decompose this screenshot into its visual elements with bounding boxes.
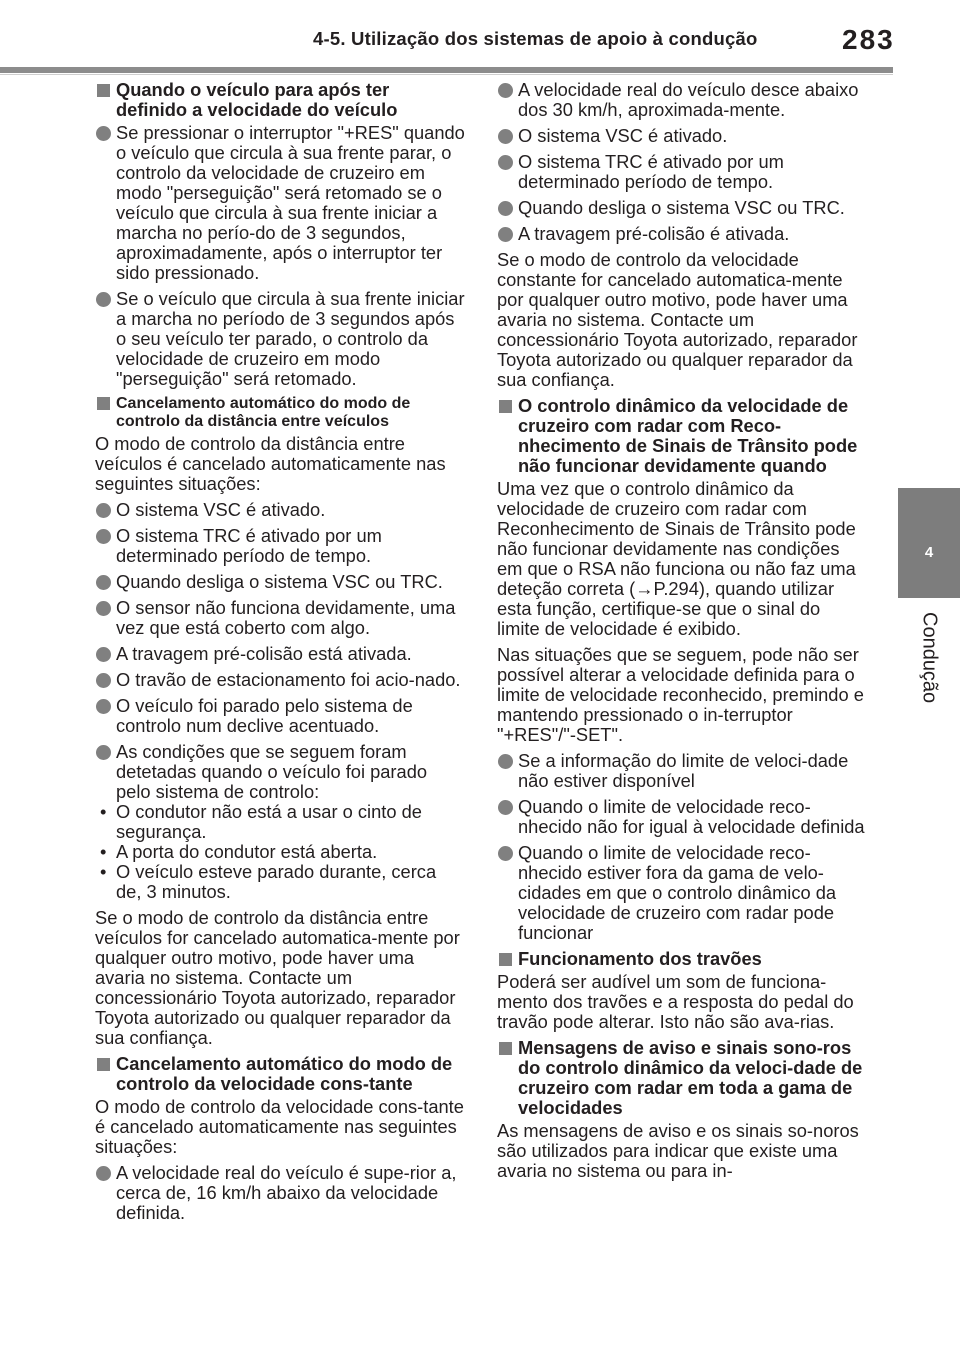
list-item — [497, 152, 867, 192]
dot-marker: • — [100, 861, 107, 882]
sub-list-item-text: O condutor não está a usar o cinto de segurança. — [116, 801, 422, 842]
header-divider — [0, 67, 893, 73]
round-bullet-icon — [96, 503, 111, 518]
list-item-text: A travagem pré-colisão é ativada. — [518, 223, 790, 244]
chapter-tab-number: 4 — [898, 488, 960, 598]
round-bullet-icon — [96, 601, 111, 616]
sub-list-item-text: O veículo esteve parado durante, cerca de, 3 minutos. — [116, 861, 437, 902]
list-item — [497, 751, 867, 791]
round-bullet-icon — [96, 529, 111, 544]
header-divider-thin — [0, 74, 893, 75]
paragraph: O modo de controlo da distância entre veículos é cancelado automaticamente nas seguintes situações: — [95, 433, 446, 494]
round-bullet-icon — [96, 647, 111, 662]
sub-list-item — [95, 842, 465, 862]
list-item-text: O sensor não funciona devidamente, uma vez que está coberto com algo. — [116, 597, 456, 638]
list-item-text: Quando o limite de velocidade reco-nhecido estiver fora da gama de velo-cidades em que o controlo dinâmico da velocidade de cruzeiro com radar pode funcionar — [518, 842, 837, 943]
square-bullet-icon — [97, 1058, 110, 1071]
round-bullet-icon — [96, 575, 111, 590]
sub-list-item — [95, 802, 465, 842]
round-bullet-icon — [96, 745, 111, 760]
list-item — [95, 696, 465, 736]
heading-text: Quando o veículo para após ter definido a velocidade do veículo — [116, 79, 398, 120]
round-bullet-icon — [96, 126, 111, 141]
paragraph: Nas situações que se seguem, pode não ser possível alterar a velocidade definida para o limite de velocidade reconhecido, premindo e mantendo pressionado o in-terruptor "+RES"/"-SET". — [497, 644, 864, 745]
round-bullet-icon — [498, 129, 513, 144]
list-item — [95, 123, 465, 283]
list-item-text: O sistema TRC é ativado por um determinado período de tempo. — [518, 151, 784, 192]
list-item-text: A velocidade real do veículo desce abaixo dos 30 km/h, aproximada-mente. — [518, 79, 859, 120]
list-item — [497, 198, 867, 218]
section-heading — [497, 949, 867, 969]
list-item-text: Quando o limite de velocidade reco-nhecido não for igual à velocidade definida — [518, 796, 865, 837]
list-item — [497, 797, 867, 837]
section-heading — [497, 1038, 867, 1118]
right-column — [497, 80, 867, 1187]
round-bullet-icon — [498, 83, 513, 98]
round-bullet-icon — [498, 754, 513, 769]
round-bullet-icon — [498, 846, 513, 861]
section-heading — [95, 80, 465, 120]
list-item — [95, 289, 465, 389]
heading-text: Cancelamento automático do modo de controlo da velocidade cons-tante — [116, 1053, 453, 1094]
list-item — [95, 572, 465, 592]
dot-marker: • — [100, 801, 107, 822]
paragraph: Se o modo de controlo da velocidade constante for cancelado automatica-mente por qualquer outro motivo, pode haver uma avaria no sistema. Contacte um concessionário Toyota autorizado, reparador Toyota autorizado ou qualquer reparador da sua confiança. — [497, 249, 858, 390]
paragraph: Uma vez que o controlo dinâmico da velocidade de cruzeiro com radar com Reconhecimento de Sinais de Trânsito pode não funcionar devidamente nas condições em que o RSA não funciona ou não faz uma deteção correta (→P.294), quando utilizar esta função, certifique-se que o sinal do limite de velocidade é exibido. — [497, 478, 856, 639]
list-item-text: As condições que se seguem foram detetadas quando o veículo foi parado pelo sistema de controlo: — [116, 741, 428, 802]
round-bullet-icon — [96, 292, 111, 307]
list-item-text: A velocidade real do veículo é supe-rior a, cerca de, 16 km/h abaixo da velocidade definida. — [116, 1162, 457, 1223]
list-item-text: O veículo foi parado pelo sistema de controlo num declive acentuado. — [116, 695, 413, 736]
section-heading — [497, 396, 867, 476]
list-item — [95, 644, 465, 664]
page-number: 283 — [842, 24, 895, 55]
list-item-text: Se o veículo que circula à sua frente iniciar a marcha no período de 3 segundos após o seu veículo ter parado, o controlo da velocidade de cruzeiro em modo "perseguição" será retomado. — [116, 288, 465, 389]
list-item-text: O sistema VSC é ativado. — [518, 125, 728, 146]
list-item-text: O sistema VSC é ativado. — [116, 499, 326, 520]
list-item-text: O sistema TRC é ativado por um determinado período de tempo. — [116, 525, 382, 566]
list-item — [95, 526, 465, 566]
list-item-text: Se a informação do limite de veloci-dade não estiver disponível — [518, 750, 849, 791]
heading-text: O controlo dinâmico da velocidade de cruzeiro com radar com Reco-nhecimento de Sinais de Trânsito pode não funcionar devidamente quando — [518, 395, 858, 476]
square-bullet-icon — [499, 400, 512, 413]
round-bullet-icon — [498, 201, 513, 216]
list-item — [497, 843, 867, 943]
list-item-text: O travão de estacionamento foi acio-nado. — [116, 669, 461, 690]
chapter-tab-label: Condução — [918, 612, 941, 704]
paragraph: Poderá ser audível um som de funciona-mento dos travões e a resposta do pedal do travão pode alterar. Isto não são ava-rias. — [497, 971, 854, 1032]
list-item — [95, 670, 465, 690]
left-column — [95, 80, 465, 1229]
square-bullet-icon — [97, 84, 110, 97]
dot-marker: • — [100, 841, 107, 862]
square-bullet-icon — [499, 1042, 512, 1055]
round-bullet-icon — [96, 673, 111, 688]
section-heading — [95, 395, 465, 431]
section-title: 4-5. Utilização dos sistemas de apoio à condução — [313, 28, 758, 49]
square-bullet-icon — [97, 397, 110, 410]
sub-list-item — [95, 862, 465, 902]
round-bullet-icon — [96, 699, 111, 714]
sub-list-item-text: A porta do condutor está aberta. — [116, 841, 378, 862]
round-bullet-icon — [498, 227, 513, 242]
list-item — [497, 126, 867, 146]
list-item — [497, 80, 867, 120]
section-heading — [95, 1054, 465, 1094]
list-item-text: Quando desliga o sistema VSC ou TRC. — [518, 197, 845, 218]
heading-text: Cancelamento automático do modo de controlo da distância entre veículos — [116, 395, 411, 430]
heading-text: Funcionamento dos travões — [518, 948, 762, 969]
paragraph: O modo de controlo da velocidade cons-tante é cancelado automaticamente nas seguintes situações: — [95, 1096, 464, 1157]
round-bullet-icon — [96, 1166, 111, 1181]
list-item — [95, 742, 465, 802]
round-bullet-icon — [498, 800, 513, 815]
list-item-text: Se pressionar o interruptor "+RES" quando o veículo que circula à sua frente parar, o controlo da velocidade de cruzeiro em modo "perseguição" será retomado se o veículo que circula à sua frente iniciar a marcha no perío-do de 3 segundos, aproximadamente, após o interruptor ter sido pressionado. — [116, 122, 465, 283]
list-item-text: A travagem pré-colisão está ativada. — [116, 643, 412, 664]
round-bullet-icon — [498, 155, 513, 170]
list-item — [95, 1163, 465, 1223]
paragraph: Se o modo de controlo da distância entre veículos for cancelado automatica-mente por qualquer outro motivo, pode haver uma avaria no sistema. Contacte um concessionário Toyota autorizado, reparador Toyota autorizado ou qualquer reparador da sua confiança. — [95, 907, 460, 1048]
square-bullet-icon — [499, 953, 512, 966]
list-item — [497, 224, 867, 244]
list-item — [95, 598, 465, 638]
heading-text: Mensagens de aviso e sinais sono-ros do controlo dinâmico da veloci-dade de cruzeiro com radar em toda a gama de velocidades — [518, 1037, 863, 1118]
list-item-text: Quando desliga o sistema VSC ou TRC. — [116, 571, 443, 592]
list-item — [95, 500, 465, 520]
paragraph: As mensagens de aviso e os sinais so-noros são utilizados para indicar que existe uma avaria no sistema ou para in- — [497, 1120, 859, 1181]
